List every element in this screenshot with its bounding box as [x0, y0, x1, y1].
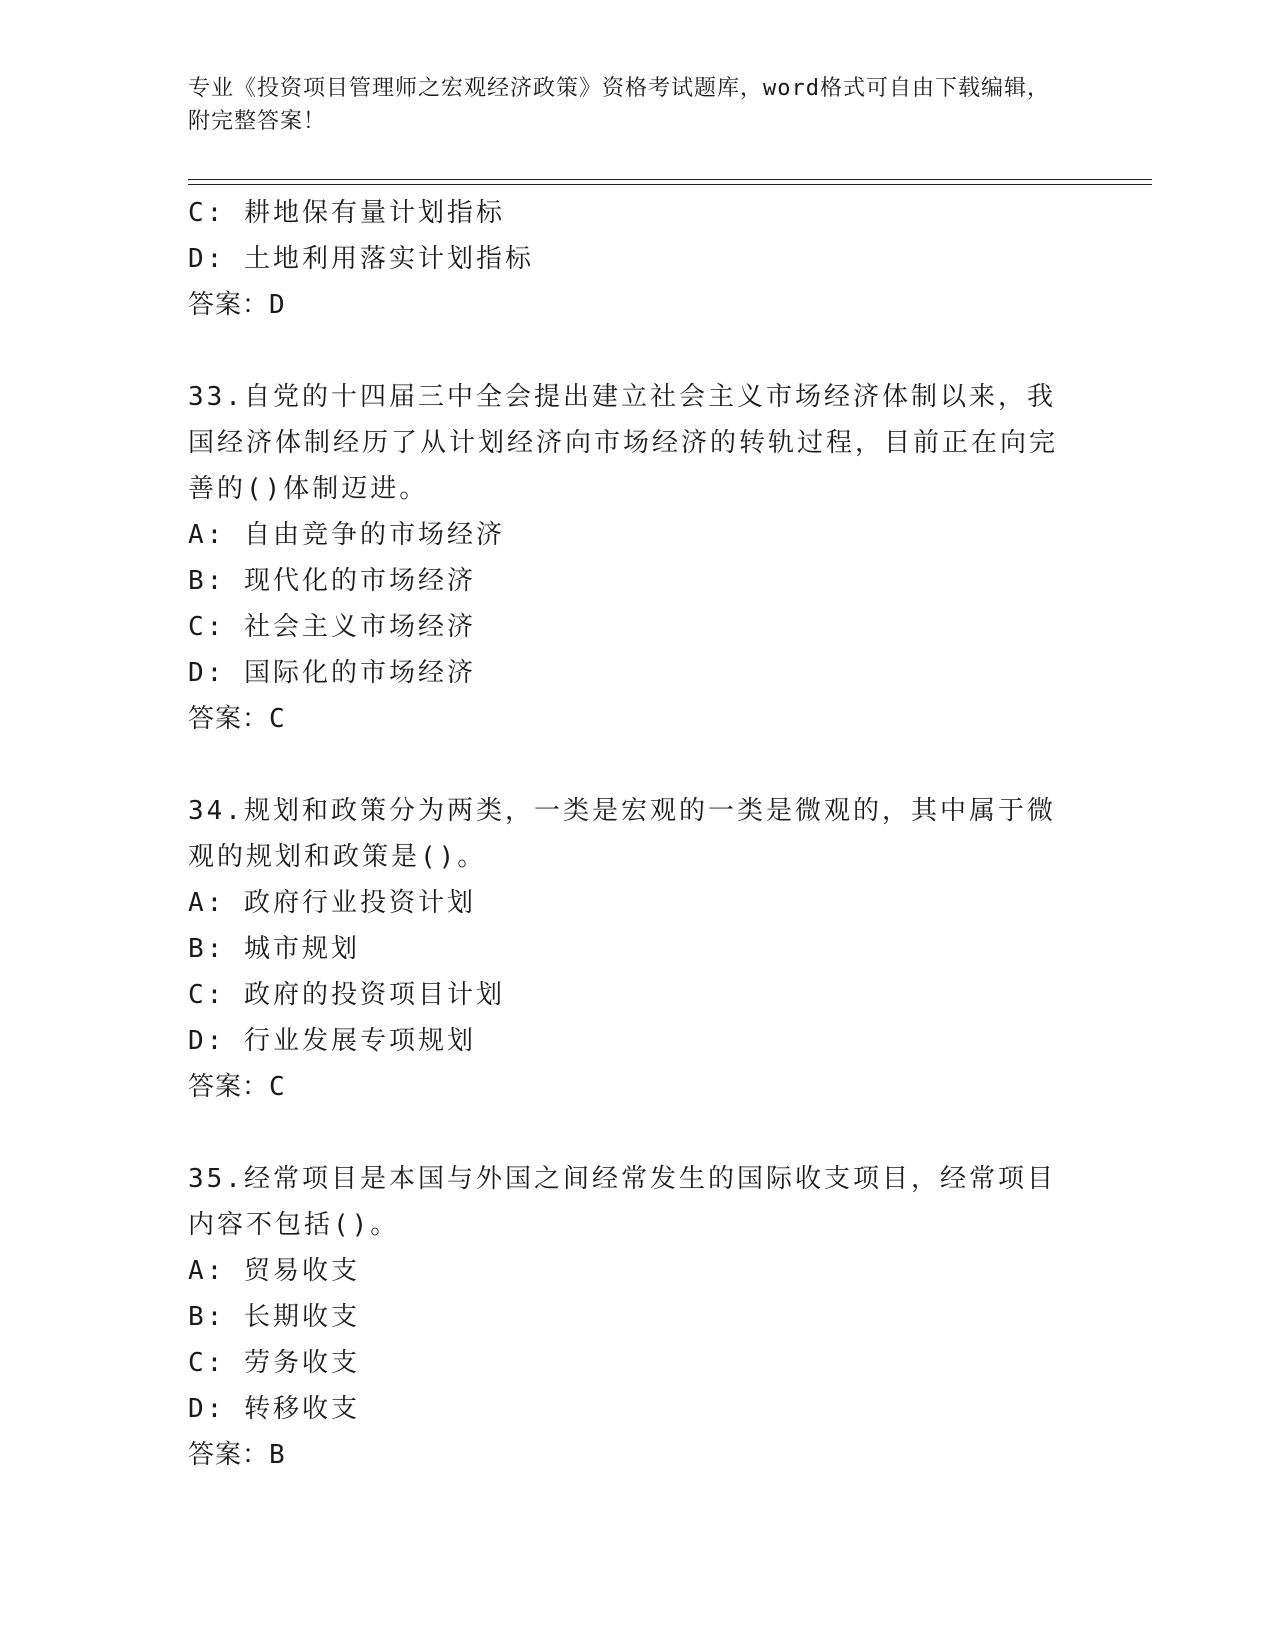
question-33	[188, 374, 1068, 742]
question-text: 34.规划和政策分为两类，一类是宏观的一类是微观的，其中属于微观的规划和政策是()。	[188, 796, 1056, 872]
header-divider-secondary	[188, 184, 1152, 185]
answer-line	[188, 1064, 1068, 1110]
option-b: B: 城市规划	[188, 934, 360, 964]
answer-value: C	[269, 1072, 285, 1102]
option-a: A: 自由竞争的市场经济	[188, 520, 505, 550]
answer-line	[188, 696, 1068, 742]
answer-line	[188, 282, 1068, 328]
answer-label: 答案：	[188, 704, 270, 734]
document-header: 专业《投资项目管理师之宏观经济政策》资格考试题库，word格式可自由下载编辑，附完整答案！	[188, 76, 1050, 134]
question-list	[188, 190, 1068, 1478]
option-d: D: 国际化的市场经济	[188, 658, 476, 688]
answer-value: D	[269, 290, 285, 320]
question-text: 33.自党的十四届三中全会提出建立社会主义市场经济体制以来，我国经济体制经历了从计划经济向市场经济的转轨过程，目前正在向完善的()体制迈进。	[188, 382, 1059, 504]
option-c: C: 耕地保有量计划指标	[188, 198, 505, 228]
answer-label: 答案：	[188, 1440, 270, 1470]
option-b: B: 长期收支	[188, 1302, 360, 1332]
option-c: C: 社会主义市场经济	[188, 612, 476, 642]
question-text: 35.经常项目是本国与外国之间经常发生的国际收支项目，经常项目内容不包括()。	[188, 1164, 1056, 1240]
option-d: D: 行业发展专项规划	[188, 1026, 476, 1056]
answer-label: 答案：	[188, 290, 270, 320]
option-b: B: 现代化的市场经济	[188, 566, 476, 596]
previous-question-fragment	[188, 190, 1068, 328]
header-divider	[188, 179, 1152, 180]
answer-value: C	[269, 704, 285, 734]
option-a: A: 政府行业投资计划	[188, 888, 476, 918]
option-c: C: 劳务收支	[188, 1348, 360, 1378]
answer-value: B	[269, 1440, 285, 1470]
option-a: A: 贸易收支	[188, 1256, 360, 1286]
answer-line	[188, 1432, 1068, 1478]
answer-label: 答案：	[188, 1072, 270, 1102]
question-34	[188, 788, 1068, 1110]
option-c: C: 政府的投资项目计划	[188, 980, 505, 1010]
question-35	[188, 1156, 1068, 1478]
option-d: D: 土地利用落实计划指标	[188, 244, 534, 274]
option-d: D: 转移收支	[188, 1394, 360, 1424]
